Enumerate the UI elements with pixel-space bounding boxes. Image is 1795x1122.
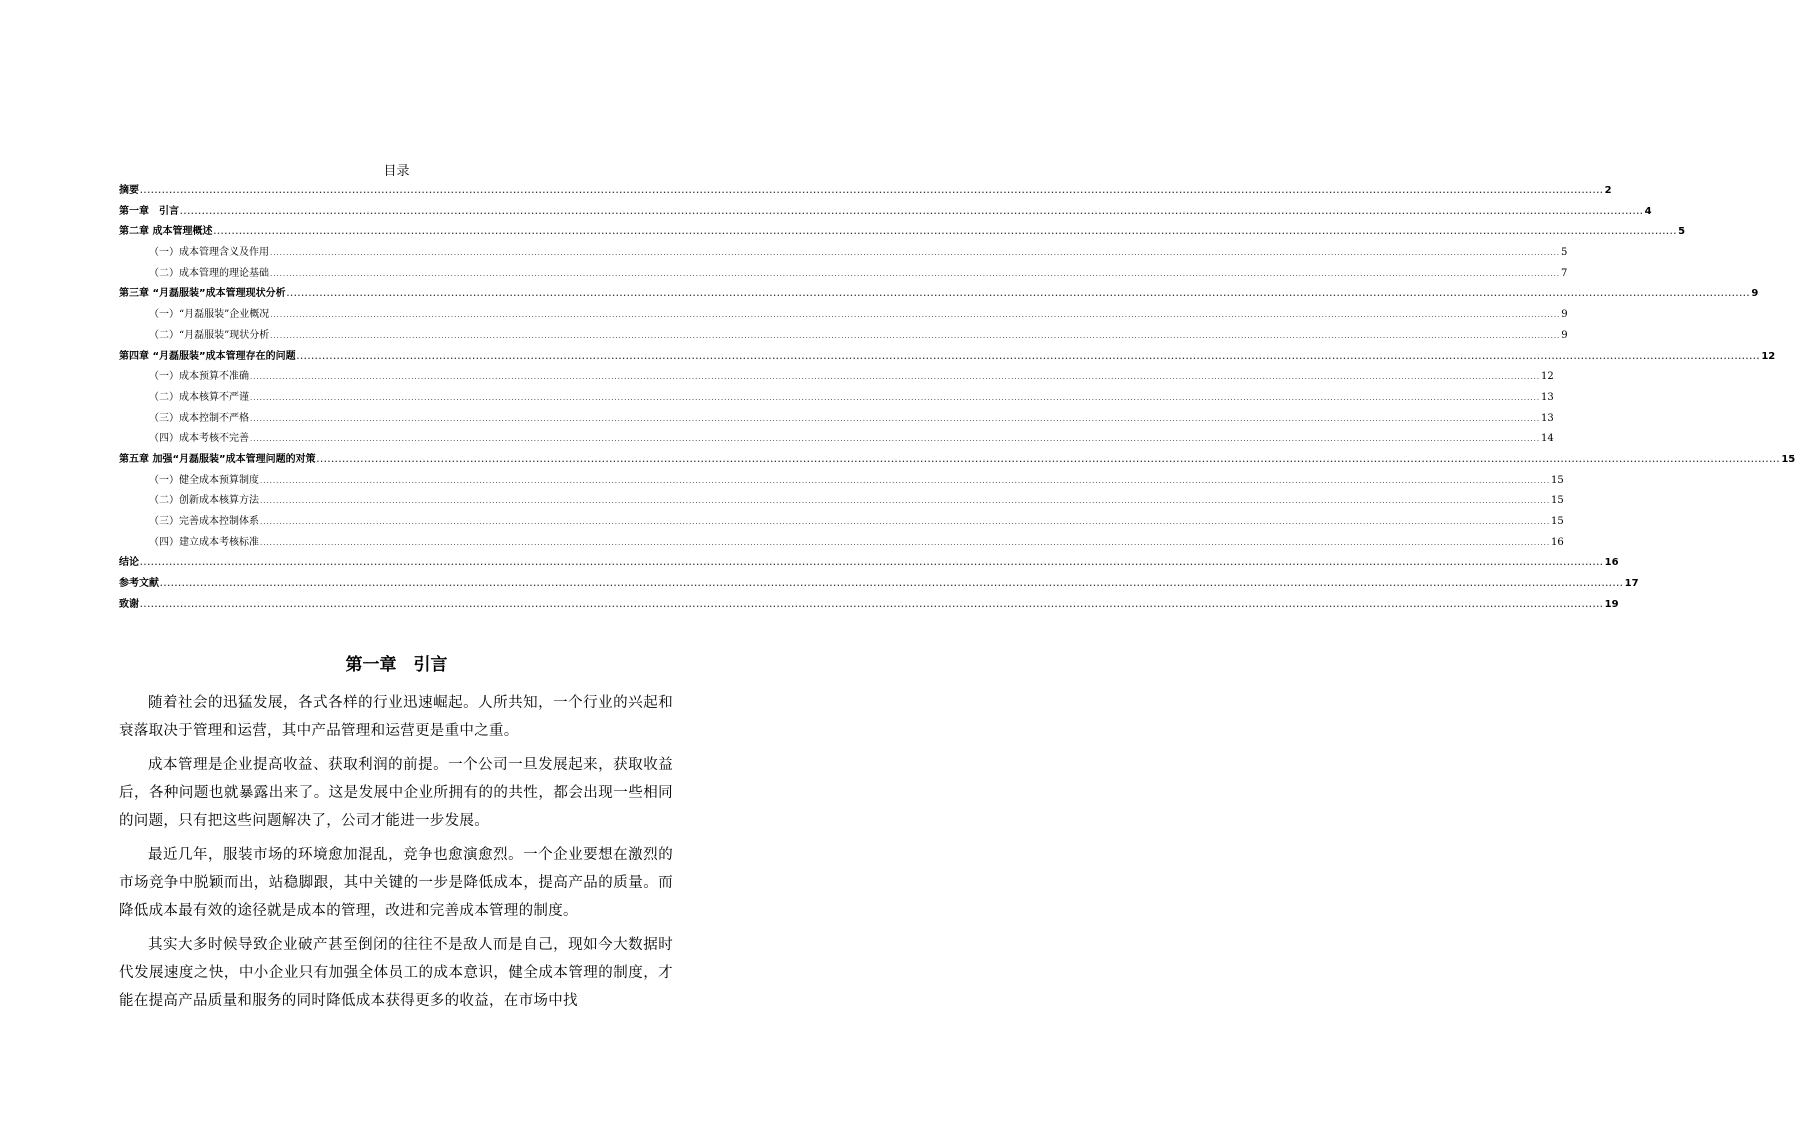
toc-leader-dots: ................................................................................................................................................................................................................................................................................................................................................................................................................ [213, 228, 1678, 237]
toc-entry-page: 13 [1541, 412, 1554, 424]
toc-entry[interactable] [119, 284, 1759, 305]
toc-entry[interactable] [119, 574, 1639, 595]
toc-entry-label: （四）建立成本考核标准 [149, 536, 259, 548]
toc-leader-dots: ................................................................................................................................................................................................................................................................................................................................................................................................................ [286, 290, 1751, 299]
toc-leader-dots: ................................................................................................................................................................................................................................................................................................................................................................................................................ [140, 559, 1604, 568]
toc-entry-label: 第二章 成本管理概述 [119, 226, 213, 238]
toc-entry-label: （三）完善成本控制体系 [149, 516, 259, 527]
toc-entry-label: （一）成本预算不准确 [149, 371, 249, 383]
toc-entry[interactable] [119, 553, 1619, 574]
toc-entry-page: 9 [1561, 329, 1568, 341]
toc-entry[interactable] [119, 533, 1564, 554]
toc-leader-dots: ................................................................................................................................................................................................................................................................................................................................................................................................................ [260, 538, 1551, 547]
toc-entry[interactable] [119, 512, 1564, 533]
toc-entry-label: 摘要 [119, 185, 139, 196]
toc-leader-dots: ................................................................................................................................................................................................................................................................................................................................................................................................................ [316, 455, 1781, 464]
toc-entry-page: 12 [1761, 350, 1776, 362]
toc-entry-page: 14 [1541, 433, 1554, 445]
toc-entry-label: （一）“月磊服装”企业概况 [149, 309, 270, 321]
toc-entry[interactable] [119, 347, 1776, 368]
body-paragraph: 最近几年，服装市场的环境愈加混乱，竞争也愈演愈烈。一个企业要想在激烈的市场竞争中脱颖而出，站稳脚跟，其中关键的一步是降低成本，提高产品的质量。而降低成本最有效的途径就是成本的管理，改进和完善成本管理的制度。 [119, 847, 673, 919]
toc-entry-label: 第三章 “月磊服装”成本管理现状分析 [119, 288, 286, 300]
toc-entry-page: 15 [1551, 474, 1564, 486]
toc-entry-label: （二）“月磊服装”现状分析 [149, 329, 270, 341]
toc-entry[interactable] [119, 595, 1619, 616]
toc-entry-page: 9 [1561, 309, 1568, 321]
toc-entry-label: 第四章 “月磊服装”成本管理存在的问题 [119, 350, 296, 362]
table-of-contents [119, 181, 1795, 615]
toc-leader-dots: ................................................................................................................................................................................................................................................................................................................................................................................................................ [250, 373, 1541, 382]
toc-leader-dots: ................................................................................................................................................................................................................................................................................................................................................................................................................ [250, 393, 1541, 402]
toc-entry[interactable] [119, 243, 1568, 264]
body-paragraph: 成本管理是企业提高收益、获取利润的前提。一个公司一旦发展起来，获取收益后，各种问题也就暴露出来了。这是发展中企业所拥有的的共性，都会出现一些相同的问题，只有把这些问题解决了，公司才能进一步发展。 [119, 757, 673, 829]
toc-entry-page: 5 [1678, 226, 1686, 238]
toc-entry-page: 9 [1751, 288, 1759, 300]
toc-leader-dots: ................................................................................................................................................................................................................................................................................................................................................................................................................ [260, 518, 1551, 526]
toc-entry-page: 7 [1561, 267, 1568, 279]
toc-entry[interactable] [119, 367, 1554, 388]
toc-entry-page: 4 [1644, 205, 1652, 217]
toc-leader-dots: ................................................................................................................................................................................................................................................................................................................................................................................................................ [250, 414, 1541, 423]
toc-entry-page: 12 [1541, 371, 1554, 383]
toc-entry-page: 16 [1551, 536, 1564, 548]
toc-entry-page: 2 [1604, 185, 1612, 196]
toc-entry-label: （三）成本控制不严格 [149, 412, 249, 424]
toc-leader-dots: ................................................................................................................................................................................................................................................................................................................................................................................................................ [270, 311, 1561, 320]
toc-entry-page: 16 [1604, 557, 1619, 569]
toc-entry[interactable] [119, 409, 1554, 430]
toc-leader-dots: ................................................................................................................................................................................................................................................................................................................................................................................................................ [140, 187, 1604, 195]
toc-entry-label: 结论 [119, 557, 139, 569]
toc-entry-label: 第五章 加强“月磊服装”成本管理问题的对策 [119, 453, 316, 465]
toc-leader-dots: ................................................................................................................................................................................................................................................................................................................................................................................................................ [140, 600, 1604, 609]
toc-entry-label: （二）成本核算不严谨 [149, 391, 249, 403]
toc-entry-page: 15 [1781, 453, 1795, 465]
toc-entry-page: 15 [1551, 516, 1564, 527]
toc-entry-label: 第一章 引言 [119, 205, 179, 217]
toc-leader-dots: ................................................................................................................................................................................................................................................................................................................................................................................................................ [250, 435, 1541, 444]
chapter-body [119, 689, 673, 1021]
toc-entry-label: （一）健全成本预算制度 [149, 474, 259, 486]
toc-entry[interactable] [119, 429, 1554, 450]
toc-entry[interactable] [119, 202, 1652, 223]
toc-entry[interactable] [119, 450, 1795, 471]
toc-entry-label: （一）成本管理含义及作用 [149, 247, 269, 259]
toc-entry[interactable] [119, 264, 1568, 285]
toc-entry-label: （四）成本考核不完善 [149, 433, 249, 445]
toc-entry-page: 15 [1551, 495, 1564, 507]
toc-entry-label: （二）成本管理的理论基础 [149, 267, 269, 279]
toc-entry[interactable] [119, 491, 1564, 512]
toc-entry-page: 5 [1561, 247, 1568, 259]
toc-entry-page: 13 [1541, 391, 1554, 403]
toc-leader-dots: ................................................................................................................................................................................................................................................................................................................................................................................................................ [260, 497, 1551, 506]
toc-entry[interactable] [119, 388, 1554, 409]
toc-entry-page: 19 [1604, 598, 1619, 610]
toc-leader-dots: ................................................................................................................................................................................................................................................................................................................................................................................................................ [270, 249, 1561, 258]
toc-leader-dots: ................................................................................................................................................................................................................................................................................................................................................................................................................ [270, 331, 1561, 340]
toc-entry[interactable] [119, 471, 1564, 492]
body-paragraph: 随着社会的迅猛发展，各式各样的行业迅速崛起。人所共知，一个行业的兴起和衰落取决于管理和运营，其中产品管理和运营更是重中之重。 [119, 695, 673, 739]
toc-entry[interactable] [119, 305, 1568, 326]
toc-title: 目录 [383, 164, 410, 179]
toc-entry-label: （二）创新成本核算方法 [149, 495, 259, 507]
toc-entry[interactable] [119, 181, 1612, 202]
body-paragraph: 其实大多时候导致企业破产甚至倒闭的往往不是敌人而是自己，现如今大数据时代发展速度之快，中小企业只有加强全体员工的成本意识，健全成本管理的制度，才能在提高产品质量和服务的同时降低成本获得更多的收益，在市场中找 [119, 937, 673, 1009]
toc-leader-dots: ................................................................................................................................................................................................................................................................................................................................................................................................................ [260, 476, 1551, 485]
toc-entry[interactable] [119, 222, 1686, 243]
toc-entry-page: 17 [1624, 578, 1639, 590]
toc-leader-dots: ................................................................................................................................................................................................................................................................................................................................................................................................................ [160, 580, 1624, 589]
toc-entry[interactable] [119, 326, 1568, 347]
toc-entry-label: 致谢 [119, 598, 139, 610]
toc-leader-dots: ................................................................................................................................................................................................................................................................................................................................................................................................................ [296, 352, 1761, 361]
chapter-heading: 第一章 引言 [345, 655, 448, 675]
toc-leader-dots: ................................................................................................................................................................................................................................................................................................................................................................................................................ [180, 207, 1644, 216]
toc-leader-dots: ................................................................................................................................................................................................................................................................................................................................................................................................................ [270, 269, 1561, 278]
toc-entry-label: 参考文献 [119, 578, 159, 590]
